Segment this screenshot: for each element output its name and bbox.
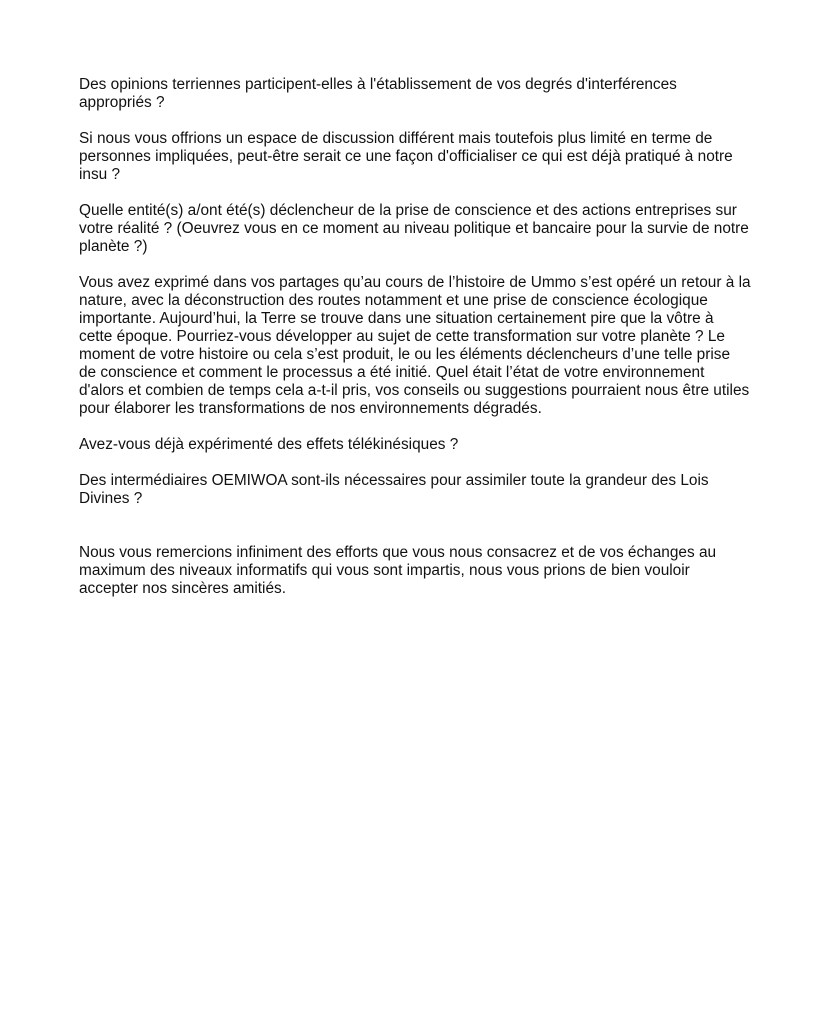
paragraph-closing-thanks: Nous vous remercions infiniment des efforts que vous nous consacrez et de vos échanges au maximum des niveaux informatifs qui vous sont impartis, nous vous prions de bien vouloir accepter nos sincères amitiés.	[79, 544, 717, 597]
paragraph-ummo-transformation: Vous avez exprimé dans vos partages qu’au cours de l’histoire de Ummo s’est opéré un retour à la nature, avec la déconstruction des routes notamment et une prise de conscience écologique importante. Aujourd’hui, la Terre se trouve dans une situation certainement pire que la vôtre à cette époque. Pourriez-vous développer au sujet de cette transformation sur votre planète ? Le moment de votre histoire ou cela s’est produit, le ou les éléments déclencheurs d’une telle prise de conscience et comment le processus a été initié. Quel était l’état de votre environnement d'alors et combien de temps cela a-t-il pris, vos conseils ou suggestions pourraient nous être utiles pour élaborer les transformations de nos environnements dégradés.	[79, 274, 751, 417]
paragraph-discussion-space: Si nous vous offrions un espace de discussion différent mais toutefois plus limité en terme de personnes impliquées, peut-être serait ce une façon d'officialiser ce qui est déjà pratiqué à notre insu ?	[79, 130, 733, 183]
paragraph-earth-opinions: Des opinions terriennes participent-elles à l'établissement de vos degrés d'interférences appropriés ?	[79, 76, 677, 111]
paragraph-telekinesis: Avez-vous déjà expérimenté des effets télékinésiques ?	[79, 436, 459, 453]
paragraph-oemiwoa-intermediaries: Des intermédiaires OEMIWOA sont-ils nécessaires pour assimiler toute la grandeur des Lois Divines ?	[79, 472, 709, 507]
document-page	[79, 76, 751, 616]
paragraph-triggering-entity: Quelle entité(s) a/ont été(s) déclencheur de la prise de conscience et des actions entreprises sur votre réalité ? (Oeuvrez vous en ce moment au niveau politique et bancaire pour la survie de notre planète ?)	[79, 202, 749, 255]
